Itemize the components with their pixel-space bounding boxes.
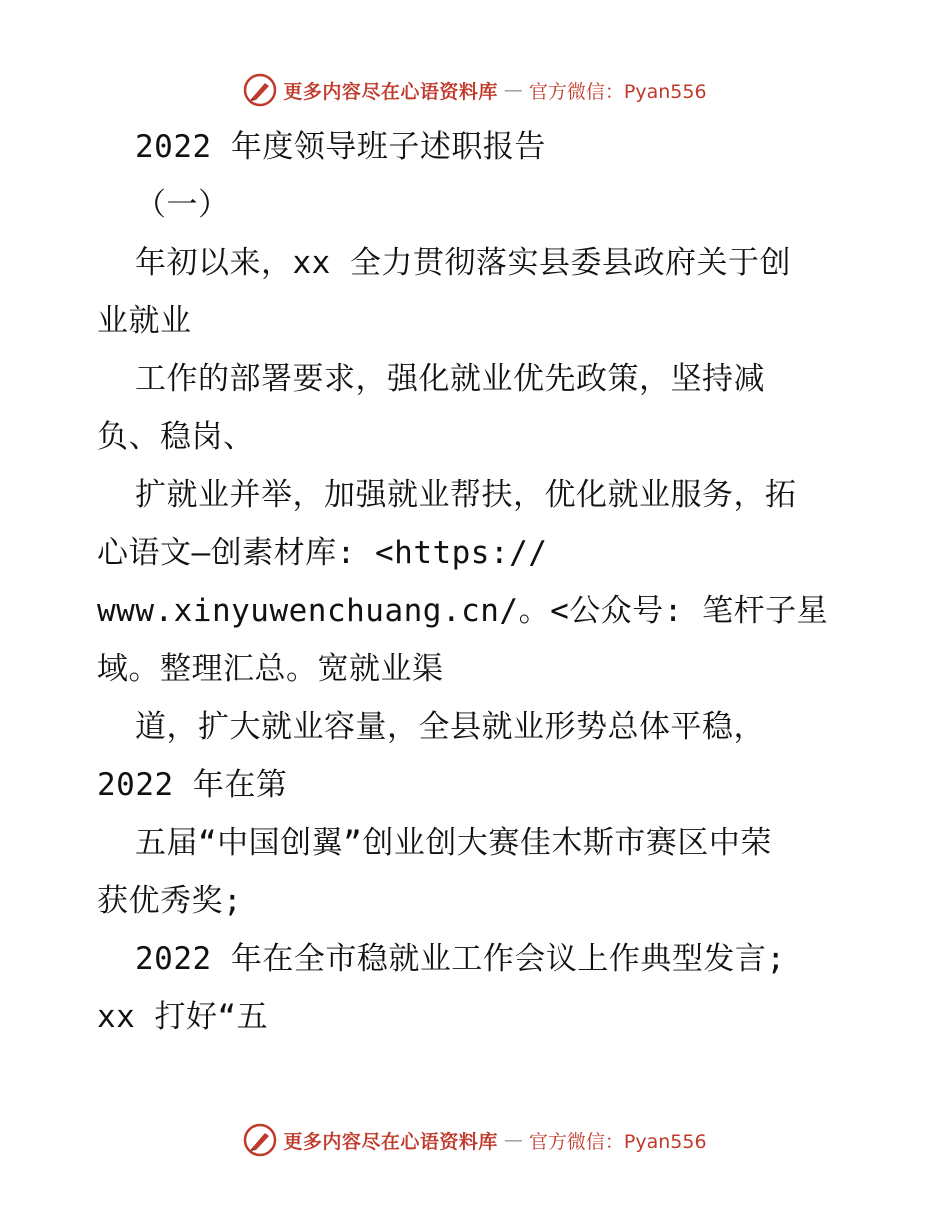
document-line: 道，扩大就业容量，全县就业形势总体平稳， — [135, 709, 765, 745]
document-line: 获优秀奖; — [97, 883, 243, 919]
document-line: 五届“中国创翼”创业创大赛佳木斯市赛区中荣 — [135, 825, 772, 861]
document-line: 心语文—创素材库: <https:// — [97, 535, 548, 571]
document-line: 扩就业并举，加强就业帮扶，优化就业服务，拓 — [135, 477, 797, 513]
header-banner — [0, 70, 950, 110]
footer-dash: — — [503, 1129, 523, 1151]
document-body — [97, 118, 897, 1046]
document-line: （一） — [135, 187, 230, 223]
header-dash: — — [503, 79, 523, 101]
header-wechat: 官方微信：Pyan556 — [528, 80, 707, 103]
document-line: 年初以来，xx 全力贯彻落实县委县政府关于创 — [135, 245, 791, 281]
document-line: 2022 年在第 — [97, 767, 288, 803]
footer-wechat: 官方微信：Pyan556 — [528, 1130, 707, 1153]
document-line: 2022 年在全市稳就业工作会议上作典型发言; — [135, 941, 786, 977]
document-line-title: 2022 年度领导班子述职报告 — [135, 129, 546, 165]
pen-logo-icon — [243, 1123, 277, 1157]
document-line: xx 打好“五 — [97, 999, 269, 1035]
document-line: 工作的部署要求，强化就业优先政策，坚持减 — [135, 361, 765, 397]
document-line: 域。整理汇总。宽就业渠 — [97, 651, 444, 687]
document-line: www.xinyuwenchuang.cn/。<公众号: 笔杆子星 — [97, 593, 829, 629]
document-line: 负、稳岗、 — [97, 419, 255, 455]
header-slogan: 更多内容尽在心语资料库 — [283, 80, 498, 103]
footer-banner — [0, 1120, 950, 1160]
pen-logo-icon — [243, 73, 277, 107]
document-line: 业就业 — [97, 303, 192, 339]
footer-slogan: 更多内容尽在心语资料库 — [283, 1130, 498, 1153]
